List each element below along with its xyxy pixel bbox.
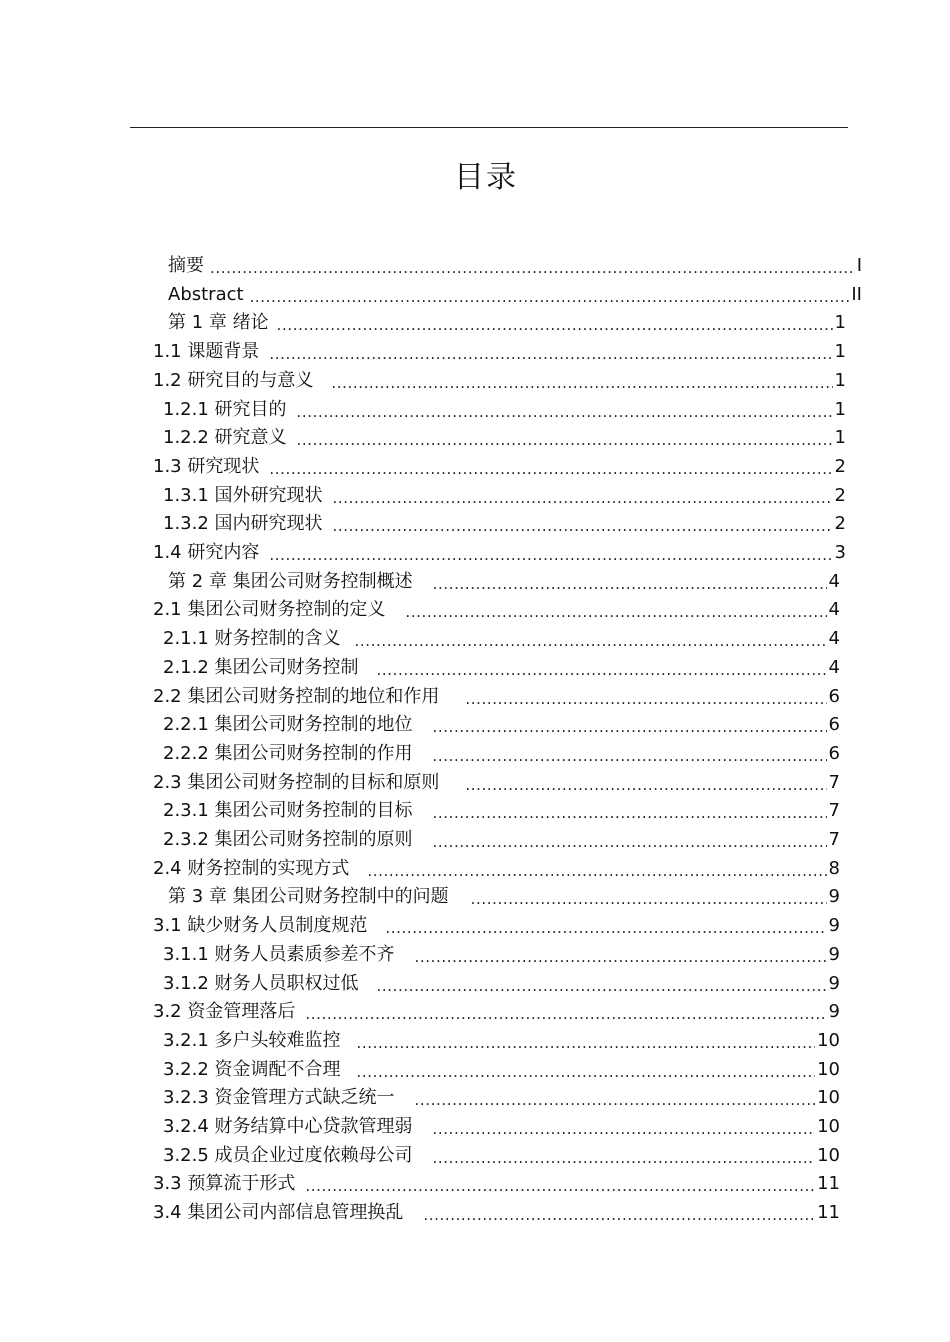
toc-entry-label: 1.2.2 研究意义 — [163, 427, 287, 449]
toc-entry-page: 1 — [834, 312, 846, 334]
toc-entry-page: 7 — [828, 771, 840, 793]
toc-entry-page: I — [856, 255, 862, 276]
toc-entry-page: 7 — [828, 829, 840, 850]
toc-title: 目录 — [454, 160, 518, 195]
toc-entry-label: 2.1.1 财务控制的含义 — [163, 628, 341, 650]
toc-entry-page: 4 — [828, 656, 840, 678]
toc-entry-leader — [297, 396, 833, 424]
toc-entry[interactable] — [168, 883, 840, 911]
toc-entry[interactable] — [163, 1027, 840, 1055]
toc-entry-page: 10 — [817, 1116, 840, 1137]
toc-entry-label: 第 2 章 集团公司财务控制概述 — [168, 570, 413, 592]
toc-entry-leader — [433, 740, 827, 768]
toc-entry-label: 2.2.2 集团公司财务控制的作用 — [163, 742, 413, 764]
toc-entry-leader — [250, 281, 850, 309]
toc-entry[interactable] — [163, 740, 840, 768]
toc-entry-label: 2.2.1 集团公司财务控制的地位 — [163, 714, 413, 736]
toc-entry-label: 3.2.4 财务结算中心贷款管理弱 — [163, 1116, 413, 1137]
toc-entry-leader — [433, 568, 827, 596]
toc-entry[interactable] — [153, 596, 840, 624]
toc-entry[interactable] — [163, 711, 840, 739]
toc-entry-page: 3 — [834, 542, 846, 563]
toc-entry-label: 3.2.1 多户头较难监控 — [163, 1029, 341, 1051]
toc-entry[interactable] — [163, 510, 846, 538]
toc-entry-leader — [357, 1027, 816, 1055]
toc-entry[interactable] — [163, 1142, 840, 1170]
toc-entry[interactable] — [153, 453, 846, 481]
toc-entry-label: 1.2.1 研究目的 — [163, 398, 287, 420]
toc-entry[interactable] — [163, 970, 840, 998]
toc-entry-leader — [433, 797, 827, 825]
toc-entry-leader — [385, 912, 826, 940]
toc-entry-label: Abstract — [168, 283, 244, 305]
toc-entry[interactable] — [153, 367, 846, 395]
toc-entry-page: 4 — [828, 599, 840, 621]
toc-entry-label: 第 1 章 绪论 — [168, 312, 269, 334]
toc-entry[interactable] — [163, 1084, 840, 1112]
toc-entry-leader — [269, 539, 832, 567]
toc-entry-page: 9 — [828, 915, 840, 937]
toc-entry-leader — [305, 1170, 815, 1198]
toc-entry-leader — [471, 883, 827, 911]
toc-entry-page: 10 — [817, 1029, 840, 1051]
toc-entry-label: 1.1 课题背景 — [153, 341, 260, 363]
toc-entry-page: 11 — [817, 1202, 840, 1224]
toc-entry[interactable] — [153, 539, 846, 567]
toc-entry[interactable] — [163, 1113, 840, 1141]
toc-entry-page: 4 — [828, 570, 840, 592]
toc-entry-page: 10 — [817, 1058, 840, 1080]
toc-entry-leader — [465, 769, 826, 797]
toc-entry-page: 9 — [828, 1001, 840, 1023]
toc-entry-leader — [305, 998, 826, 1026]
toc-entry-label: 3.2.3 资金管理方式缺乏统一 — [163, 1087, 395, 1109]
toc-entry[interactable] — [153, 1199, 840, 1227]
toc-entry-page: 6 — [828, 685, 840, 707]
toc-entry-label: 1.4 研究内容 — [153, 542, 260, 563]
toc-entry-leader — [367, 855, 826, 883]
toc-entry[interactable] — [163, 482, 846, 510]
toc-entry[interactable] — [163, 424, 846, 452]
toc-entry[interactable] — [163, 396, 846, 424]
toc-entry-label: 2.4 财务控制的实现方式 — [153, 857, 350, 879]
toc-entry-leader — [415, 941, 827, 969]
toc-entry-leader — [333, 510, 833, 538]
toc-entry-page: II — [851, 283, 862, 305]
toc-entry-page: 4 — [828, 628, 840, 650]
toc-entry-label: 1.3 研究现状 — [153, 455, 260, 477]
toc-entry-leader — [357, 1056, 816, 1084]
toc-entry[interactable] — [163, 654, 840, 682]
toc-entry-label: 2.3.2 集团公司财务控制的原则 — [163, 829, 413, 850]
toc-entry-leader — [210, 252, 855, 280]
toc-entry-leader — [269, 338, 832, 366]
toc-entry-leader — [415, 1084, 816, 1112]
toc-entry-page: 1 — [834, 427, 846, 449]
toc-entry-leader — [433, 1113, 816, 1141]
toc-entry-page: 6 — [828, 742, 840, 764]
toc-entry-page: 10 — [817, 1087, 840, 1109]
toc-entry-leader — [423, 1199, 815, 1227]
toc-entry[interactable] — [153, 338, 846, 366]
toc-entry-label: 2.3 集团公司财务控制的目标和原则 — [153, 771, 440, 793]
toc-entry[interactable] — [168, 281, 862, 309]
toc-entry[interactable] — [153, 683, 840, 711]
toc-entry-page: 1 — [834, 341, 846, 363]
toc-entry-page: 6 — [828, 714, 840, 736]
toc-entry[interactable] — [163, 797, 840, 825]
toc-entry[interactable] — [163, 625, 840, 653]
top-rule — [130, 127, 848, 128]
toc-entry-page: 1 — [834, 369, 846, 391]
toc-entry-label: 摘要 — [168, 255, 204, 276]
toc-entry-leader — [331, 367, 832, 395]
toc-entry-leader — [433, 826, 827, 854]
toc-entry[interactable] — [153, 855, 840, 883]
toc-entry-label: 3.1 缺少财务人员制度规范 — [153, 915, 368, 937]
toc-entry-label: 3.3 预算流于形式 — [153, 1173, 296, 1195]
toc-entry-label: 3.4 集团公司内部信息管理换乱 — [153, 1202, 404, 1224]
toc-entry-label: 3.1.1 财务人员素质参差不齐 — [163, 943, 395, 965]
toc-entry[interactable] — [163, 1056, 840, 1084]
toc-entry[interactable] — [168, 252, 862, 280]
toc-entry-leader — [377, 970, 827, 998]
toc-entry-leader — [333, 482, 833, 510]
toc-entry-label: 3.2.5 成员企业过度依赖母公司 — [163, 1144, 413, 1166]
toc-entry-page: 9 — [828, 886, 840, 908]
toc-entry-leader — [355, 625, 827, 653]
toc-entry-page: 2 — [834, 484, 846, 506]
toc-entry-label: 2.1.2 集团公司财务控制 — [163, 656, 359, 678]
toc-entry[interactable] — [163, 826, 840, 854]
toc-entry-page: 7 — [828, 800, 840, 822]
toc-entry-label: 1.2 研究目的与意义 — [153, 369, 314, 391]
toc-entry-page: 1 — [834, 398, 846, 420]
toc-entry-page: 2 — [834, 455, 846, 477]
toc-entry-page: 9 — [828, 972, 840, 994]
toc-entry[interactable] — [153, 1170, 840, 1198]
toc-entry[interactable] — [168, 309, 846, 337]
toc-entry-leader — [377, 654, 827, 682]
toc-entry-label: 2.1 集团公司财务控制的定义 — [153, 599, 386, 621]
toc-entry-label: 2.3.1 集团公司财务控制的目标 — [163, 800, 413, 822]
toc-entry-page: 2 — [834, 513, 846, 535]
toc-entry[interactable] — [163, 941, 840, 969]
toc-entry-label: 3.1.2 财务人员职权过低 — [163, 972, 359, 994]
toc-entry-label: 第 3 章 集团公司财务控制中的问题 — [168, 886, 449, 908]
toc-entry-leader — [269, 453, 832, 481]
toc-entry-label: 1.3.2 国内研究现状 — [163, 513, 323, 535]
toc-entry-page: 11 — [817, 1173, 840, 1195]
toc-entry-leader — [405, 596, 826, 624]
toc-entry-page: 9 — [828, 943, 840, 965]
toc-entry-label: 2.2 集团公司财务控制的地位和作用 — [153, 685, 440, 707]
toc-entry[interactable] — [153, 912, 840, 940]
toc-entry-label: 1.3.1 国外研究现状 — [163, 484, 323, 506]
toc-entry-page: 8 — [828, 857, 840, 879]
toc-entry-page: 10 — [817, 1144, 840, 1166]
toc-entry[interactable] — [168, 568, 840, 596]
toc-entry-leader — [465, 683, 826, 711]
toc-entry[interactable] — [153, 998, 840, 1026]
toc-entry-label: 3.2 资金管理落后 — [153, 1001, 296, 1023]
toc-entry-label: 3.2.2 资金调配不合理 — [163, 1058, 341, 1080]
toc-entry[interactable] — [153, 769, 840, 797]
toc-entry-leader — [297, 424, 833, 452]
toc-entry-leader — [433, 711, 827, 739]
toc-entry-leader — [433, 1142, 816, 1170]
toc-entry-leader — [277, 309, 833, 337]
